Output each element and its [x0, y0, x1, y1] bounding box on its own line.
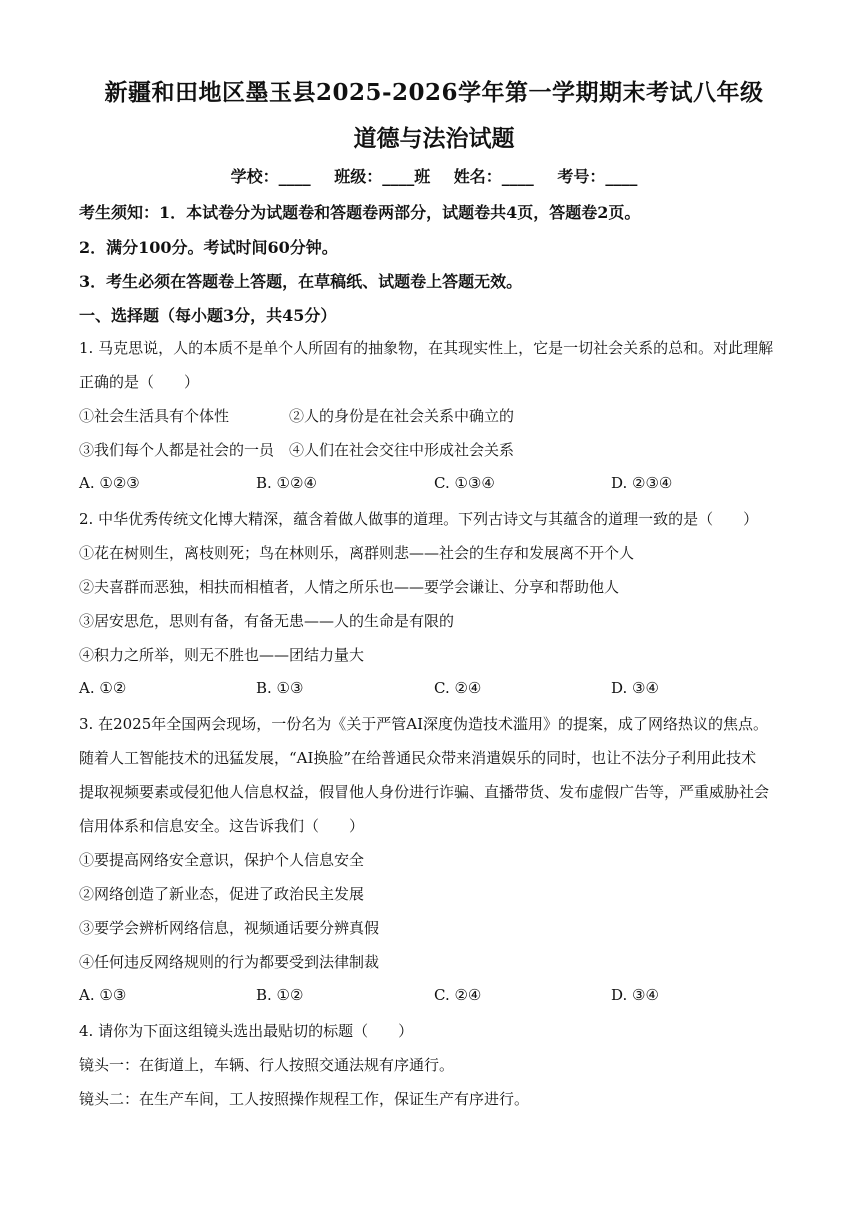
q2-options: [79, 679, 799, 701]
option-a: A. ①②③: [79, 474, 140, 492]
exam-subject-title: 道德与法治试题: [353, 125, 515, 152]
q1-stem-line: 1. 马克思说，人的本质不是单个人所固有的抽象物，在其现实性上，它是一切社会关系的总和。对此理解: [79, 339, 774, 357]
q1-item-line: ③我们每个人都是社会的一员 ④人们在社会交往中形成社会关系: [79, 441, 515, 459]
q1-stem-line: 正确的是（ ）: [79, 373, 200, 391]
option-d: D. ③④: [611, 986, 659, 1004]
q3-item-line: ③要学会辨析网络信息，视频通话要分辨真假: [79, 919, 380, 937]
q2-item-line: ③居安思危，思则有备，有备无患——人的生命是有限的: [79, 612, 455, 630]
q3-item-line: ④任何违反网络规则的行为都要受到法律制裁: [79, 953, 380, 971]
option-a: A. ①②: [79, 679, 127, 697]
q3-options: [79, 986, 799, 1008]
option-b: B. ①③: [256, 679, 304, 697]
student-info-line: [0, 164, 868, 187]
q2-item-line: ①花在树则生，离枝则死；鸟在林则乐，离群则悲——社会的生存和发展离不开个人: [79, 544, 635, 562]
exam-title: 新疆和田地区墨玉县2025-2026学年第一学期期末考试八年级: [104, 79, 764, 106]
name-field: 姓名：____: [453, 167, 534, 186]
q4-item-line: 镜头二：在生产车间，工人按照操作规程工作，保证生产有序进行。: [79, 1090, 530, 1108]
q3-stem-line: 3. 在2025年全国两会现场，一份名为《关于严管AI深度伪造技术滥用》的提案，成了网络热议的焦点。: [79, 715, 769, 733]
section-title: 一、选择题（每小题3分，共45分）: [79, 306, 337, 325]
q4-stem-line: 4. 请你为下面这组镜头选出最贴切的标题（ ）: [79, 1022, 414, 1040]
option-a: A. ①③: [79, 986, 127, 1004]
option-d: D. ③④: [611, 679, 659, 697]
q1-item-line: ①社会生活具有个体性 ②人的身份是在社会关系中确立的: [79, 407, 515, 425]
option-d: D. ②③④: [611, 474, 673, 492]
school-field: 学校：____: [230, 167, 311, 186]
option-c: C. ②④: [434, 679, 482, 697]
option-b: B. ①②: [256, 986, 304, 1004]
q2-stem-line: 2. 中华优秀传统文化博大精深，蕴含着做人做事的道理。下列古诗文与其蕴含的道理一致的是（ ）: [79, 510, 759, 528]
q4-item-line: 镜头一：在街道上，车辆、行人按照交通法规有序通行。: [79, 1056, 455, 1074]
q3-item-line: ②网络创造了新业态，促进了政治民主发展: [79, 885, 365, 903]
class-field: 班级：____班: [334, 167, 431, 186]
notice-line-2: 2．满分100分。考试时间60分钟。: [79, 238, 338, 257]
q2-item-line: ②夫喜群而恶独，相扶而相植者，人情之所乐也——要学会谦让、分享和帮助他人: [79, 578, 620, 596]
notice-line-1: 考生须知：1．本试卷分为试题卷和答题卷两部分，试题卷共4页，答题卷2页。: [79, 203, 641, 222]
option-c: C. ①③④: [434, 474, 495, 492]
q3-item-line: ①要提高网络安全意识，保护个人信息安全: [79, 851, 365, 869]
q3-stem-line: 信用体系和信息安全。这告诉我们（ ）: [79, 817, 365, 835]
q2-item-line: ④积力之所举，则无不胜也——团结力量大: [79, 646, 365, 664]
q3-stem-line: 随着人工智能技术的迅猛发展，“AI换脸”在给普通民众带来消遣娱乐的同时，也让不法分子利用此技术: [79, 749, 757, 767]
notice-line-3: 3．考生必须在答题卷上答题，在草稿纸、试题卷上答题无效。: [79, 272, 523, 291]
option-b: B. ①②④: [256, 474, 317, 492]
q3-stem-line: 提取视频要素或侵犯他人信息权益，假冒他人身份进行诈骗、直播带货、发布虚假广告等，严重威胁社会: [79, 783, 770, 801]
exam-number-field: 考号：____: [557, 167, 638, 186]
option-c: C. ②④: [434, 986, 482, 1004]
q1-options: [79, 474, 799, 496]
